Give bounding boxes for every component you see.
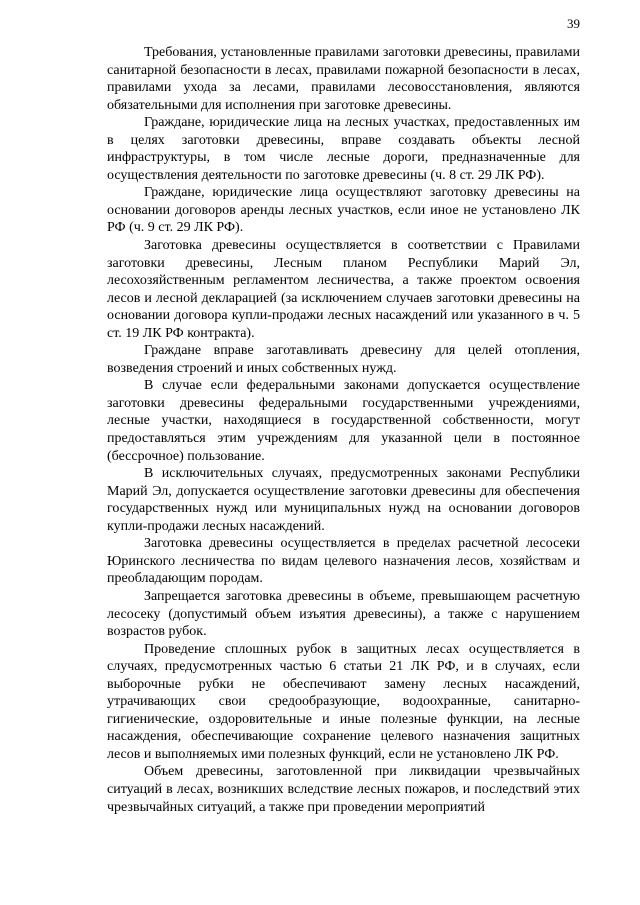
paragraph-exceptional-cases: В исключительных случаях, предусмотренных законами Республики Марий Эл, допускается осуществление заготовки древесины для обеспечения государственных нужд или муниципальных нужд на основании договоров купли-продажи лесных насаждений. [107, 466, 580, 534]
paragraph-harvest-requirements: Требования, установленные правилами заготовки древесины, правилами санитарной безопасности в лесах, правилами пожарной безопасности в лесах, правилами ухода за лесами, правилами лесовосстановления, являются обязательными для исполнения при заготовке древесины. [107, 45, 580, 113]
paragraph-emergency-volume: Объем древесины, заготовленной при ликвидации чрезвычайных ситуаций в лесах, возникших вследствие лесных пожаров, и последствий этих чрезвычайных ситуаций, а также при проведении мероприятий [107, 764, 580, 815]
paragraph-federal-institutions: В случае если федеральными законами допускается осуществление заготовки древесины федеральными государственными учреждениями, лесные участки, находящиеся в государственной собственности, могут предоставляться этим учреждениям для указанной цели в постоянное (бессрочное) пользование. [107, 378, 580, 464]
paragraph-harvest-rules: Заготовка древесины осуществляется в соответствии с Правилами заготовки древесины, Лесным планом Республики Марий Эл, лесохозяйственным регламентом лесничества, а также проектом освоения лесов и лесной декларацией (за исключением случаев заготовки древесины на основании договора купли-продажи лесных насаждений или указанного в ч. 5 ст. 19 ЛК РФ контракта). [107, 238, 580, 341]
paragraph-allowable-cut: Заготовка древесины осуществляется в пределах расчетной лесосеки Юринского лесничества по видам целевого назначения лесов, хозяйствам и преобладающим породам. [107, 536, 580, 587]
paragraph-citizen-needs: Граждане вправе заготавливать древесину для целей отопления, возведения строений и иных собственных нужд. [107, 343, 580, 376]
paragraph-prohibition: Запрещается заготовка древесины в объеме, превышающем расчетную лесосеку (допустимый объем изъятия древесины), а также с нарушением возрастов рубок. [107, 588, 580, 640]
paragraph-forest-infrastructure: Граждане, юридические лица на лесных участках, предоставленных им в целях заготовки древесины, вправе создавать объекты лесной инфраструктуры, в том числе лесные дороги, предназначенные для осуществления деятельности по заготовке древесины (ч. 8 ст. 29 ЛК РФ). [107, 115, 580, 183]
body-text [107, 44, 580, 816]
paragraph-lease-basis: Граждане, юридические лица осуществляют заготовку древесины на основании договоров аренды лесных участков, если иное не установлено ЛК РФ (ч. 9 ст. 29 ЛК РФ). [107, 185, 580, 236]
page-number: 39 [567, 16, 580, 31]
paragraph-clear-cutting: Проведение сплошных рубок в защитных лесах осуществляется в случаях, предусмотренных частью 6 статьи 21 ЛК РФ, и в случаях, если выборочные рубки не обеспечивают замену лесных насаждений, утрачивающих свои средообразующие, водоохранные, санитарно-гигиенические, оздоровительные и иные полезные функции, на лесные насаждения, обеспечивающие сохранение целевого назначения защитных лесов и выполняемых ими полезных функций, если не установлено ЛК РФ. [107, 641, 580, 762]
